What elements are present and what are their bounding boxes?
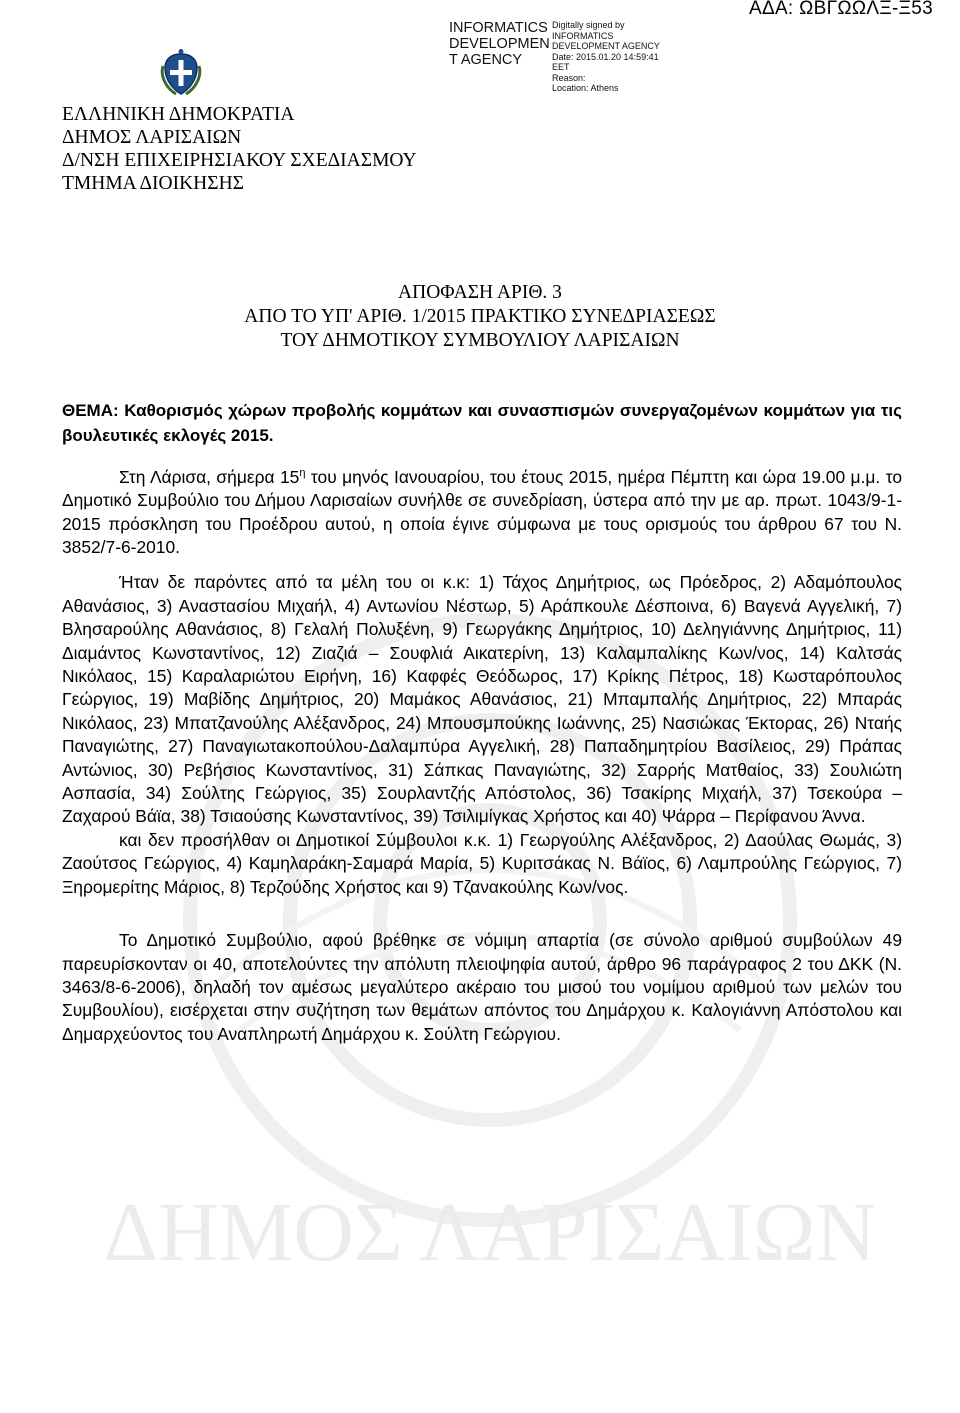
paragraph-meeting-rest: του μηνός Ιανουαρίου, του έτους 2015, ημέρα Πέμπτη και ώρα 19.00 μ.μ. το Δημοτικό Συμβούλιο του Δήμου Λαρισαίων συνήλθε σε συνεδρίαση, ύστερα από την με αρ. πρωτ. 1043/9-1-2015 πρόσκληση του Προέδρου αυτού, η οποία έγινε σύμφωνα με τους ορισμούς του άρθρου 67 του Ν. 3852/7-6-2010. bbox=[62, 466, 902, 558]
signature-line: Date: 2015.01.20 14:59:41 bbox=[552, 51, 659, 62]
watermark-text: ΔΗΜΟΣ ΛΑΡΙΣΑΙΩΝ bbox=[103, 1186, 877, 1279]
paragraph-present-members: Ήταν δε παρόντες από τα μέλη του οι κ.κ: 1) Τάχος Δημήτριος, ως Πρόεδρος, 2) Αδαμόπουλος Αθανάσιος, 3) Αναστασίου Μιχαήλ, 4) Αντωνίου Νέστωρ, 5) Αράπκουλε Δέσποινα, 6) Βαγενά Αγγελική, 7) Βλησαρούλης Αθανάσιος, 8) Γελαλή Πολυξένη, 9) Γεωργάκης Δημήτριος, 10) Δεληγιάννης Δημήτριος, 11) Διαμάντος Κωνσταντίνος, 12) Ζιαζιά – Σουφλιά Αικατερίνη, 13) Καλαμπαλίκης Κων/νος, 14) Καλτσάς Νικόλαος, 15) Καραλαριώτου Ειρήνη, 16) Καφφές Θεόδωρος, 17) Κρίκης Πέτρος, 18) Κωσταρόπουλος Γεώργιος, 19) Μαβίδης Δημήτριος, 20) Μαμάκος Αθανάσιος, 21) Μπαμπαλής Δημήτριος, 22) Μπαράς Νικόλαος, 23) Μπατζανούλης Αλέξανδρος, 24) Μπουσμπούκης Ιωάννης, 25) Νασιώκας Έκτορας, 26) Νταής Παναγιώτης, 27) Παναγιωτακοπούλου-Δαλαμπύρα Αγγελική, 28) Παπαδημητρίου Βασίλειος, 29) Πράπας Αντώνιος, 30) Ρεβήσιος Κωνσταντίνος, 31) Σάπκας Παναγιώτης, 32) Σαρρής Ματθαίος, 33) Σουλιώτη Ασπασία, 34) Σούλτης Γεώργιος, 35) Σουρλαντζής Απόστολος, 36) Τσακίρης Μιχαήλ, 37) Τσεκούρα – Ζαχαρού Βάϊα, 38) Τσιαούσης Κωνσταντίνος, 39) Τσιλιμίγκας Χρήστος και 40) Ψάρρα – Περίφανου Άννα. bbox=[62, 572, 902, 827]
greek-emblem-icon bbox=[160, 48, 202, 98]
signature-name: INFORMATICS DEVELOPMEN T AGENCY bbox=[449, 20, 550, 68]
signature-line: INFORMATICS bbox=[552, 30, 614, 41]
signature-line: Digitally signed by bbox=[552, 20, 625, 30]
issuer-header bbox=[62, 103, 417, 195]
decision-council: ΤΟΥ ΔΗΜΟΤΙΚΟΥ ΣΥΜΒΟΥΛΙΟΥ ΛΑΡΙΣΑΙΩΝ bbox=[280, 330, 680, 351]
decision-minutes: ΑΠΟ ΤΟ ΥΠ' ΑΡΙΘ. 1/2015 ΠΡΑΚΤΙΚΟ ΣΥΝΕΔΡΙΑΣΕΩΣ bbox=[244, 306, 716, 327]
paragraph-quorum: Το Δημοτικό Συμβούλιο, αφού βρέθηκε σε νόμιμη απαρτία (σε σύνολο αριθμού συμβούλων 49 παρευρίσκονταν οι 40, αποτελούντες την απόλυτη πλειοψηφία αυτού, άρθρο 96 παράγραφος 2 του ΔΚΚ (Ν. 3463/8-6-2006), δηλαδή τον αμέσως μεγαλύτερο ακέραιο του μισού του νομίμου αριθμού των μελών του Συμβουλίου), εισέρχεται στην συζήτηση των θεμάτων απόντος του Δημάρχου κ. Καλογιάννη Απόστολου και Δημαρχεύοντος του Αναπληρωτή Δημάρχου κ. Σούλτη Γεώργιου. bbox=[62, 930, 902, 1044]
signature-line: EET bbox=[552, 62, 570, 72]
subject: ΘΕΜΑ: Καθορισμός χώρων προβολής κομμάτων και συνασπισμών συνεργαζομένων κομμάτων για τις βουλευτικές εκλογές 2015. bbox=[62, 401, 902, 445]
signature-line: DEVELOPMENT AGENCY bbox=[552, 41, 660, 51]
paragraph-absent-members: και δεν προσήλθαν οι Δημοτικοί Σύμβουλοι κ.κ. 1) Γεωργούλης Αλέξανδρος, 2) Δαούλας Θωμάς, 3) Ζαούτσος Γεώργιος, 4) Καμηλαράκη-Σαμαρά Μαρία, 5) Κυριτσάκας Ν. Βάϊος, 6) Λαμπρούλης Γεώργιος, 7) Ξηρομερίτης Μάριος, 8) Τερζούδης Χρήστος και 9) Τζανακούλης Κων/νος. bbox=[62, 829, 902, 897]
signature-details bbox=[552, 20, 722, 94]
decision-number: ΑΠΟΦΑΣΗ ΑΡΙΘ. 3 bbox=[398, 282, 562, 303]
day-suffix: η bbox=[299, 467, 306, 479]
header-line-directorate: Δ/ΝΣΗ ΕΠΙΧΕΙΡΗΣΙΑΚΟΥ ΣΧΕΔΙΑΣΜΟΥ bbox=[62, 150, 417, 171]
paragraph-meeting bbox=[62, 462, 902, 559]
header-line-department: ΤΜΗΜΑ ΔΙΟΙΚΗΣΗΣ bbox=[62, 173, 245, 194]
signature-line: Location: Athens bbox=[552, 83, 619, 93]
decision-title bbox=[0, 281, 960, 353]
paragraph-meeting-start: Στη Λάρισα, σήμερα 15 bbox=[119, 466, 300, 487]
document-body bbox=[62, 398, 902, 1046]
ada-code: ΑΔΑ: ΩΒΓΩΩΛΞ-Ξ53 bbox=[749, 0, 933, 19]
header-line-municipality: ΔΗΜΟΣ ΛΑΡΙΣΑΙΩΝ bbox=[62, 127, 242, 148]
header-line-republic: ΕΛΛΗΝΙΚΗ ΔΗΜΟΚΡΑΤΙΑ bbox=[62, 104, 295, 125]
signature-line: Reason: bbox=[552, 72, 586, 83]
